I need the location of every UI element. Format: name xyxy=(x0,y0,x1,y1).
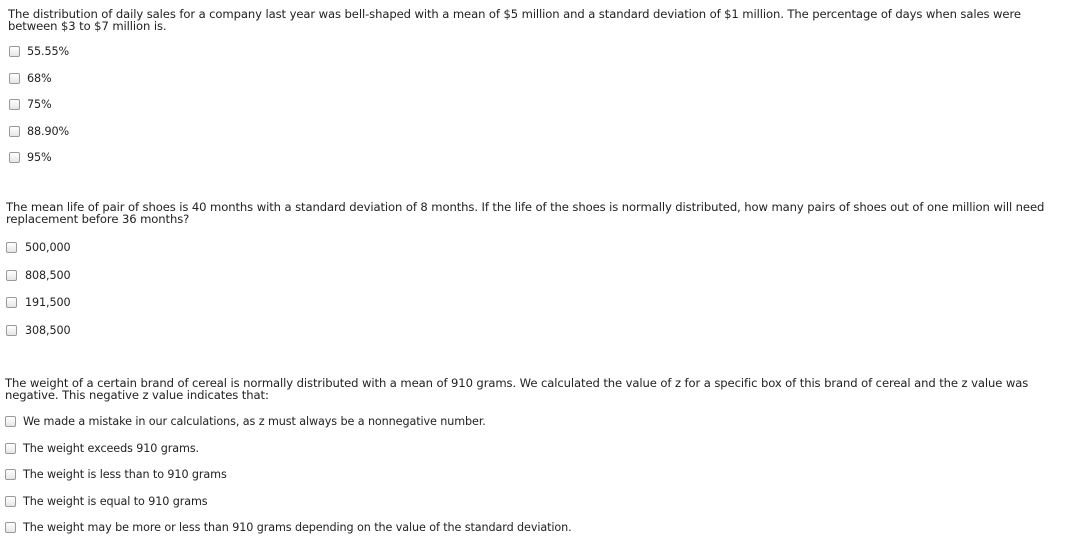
question-2 xyxy=(0,202,1071,225)
checkbox[interactable] xyxy=(5,469,16,480)
checkbox[interactable] xyxy=(9,152,20,163)
checkbox[interactable] xyxy=(5,522,16,533)
checkbox[interactable] xyxy=(9,126,20,137)
option-label: 308,500 xyxy=(25,323,71,337)
checkbox[interactable] xyxy=(9,46,20,57)
option-label: 95% xyxy=(27,150,52,164)
question-1 xyxy=(0,9,1071,32)
question-2-prompt: The mean life of pair of shoes is 40 months with a standard deviation of 8 months. If the life of the shoes is normally distributed, how many pairs of shoes out of one million will need replacement before 36 months? xyxy=(6,200,1045,226)
option-label: 68% xyxy=(27,71,52,85)
question-3-option-5[interactable] xyxy=(5,520,572,534)
option-label: The weight may be more or less than 910 grams depending on the value of the standard deviation. xyxy=(23,520,572,534)
checkbox[interactable] xyxy=(6,242,17,253)
question-2-option-4[interactable] xyxy=(6,323,71,337)
question-3 xyxy=(0,378,1071,401)
question-3-option-3[interactable] xyxy=(5,467,227,481)
question-3-option-1[interactable] xyxy=(5,414,486,428)
checkbox[interactable] xyxy=(5,496,16,507)
option-label: 808,500 xyxy=(25,268,71,282)
checkbox[interactable] xyxy=(9,99,20,110)
question-1-option-1[interactable] xyxy=(9,44,69,58)
question-1-option-5[interactable] xyxy=(9,150,52,164)
question-1-option-3[interactable] xyxy=(9,97,52,111)
question-3-option-4[interactable] xyxy=(5,494,208,508)
question-3-option-2[interactable] xyxy=(5,441,199,455)
option-label: 88.90% xyxy=(27,124,70,138)
option-label: 500,000 xyxy=(25,240,71,254)
checkbox[interactable] xyxy=(5,416,16,427)
option-label: The weight is equal to 910 grams xyxy=(23,494,208,508)
option-label: 191,500 xyxy=(25,295,71,309)
checkbox[interactable] xyxy=(6,325,17,336)
checkbox[interactable] xyxy=(6,297,17,308)
option-label: 55.55% xyxy=(27,44,70,58)
option-label: The weight is less than to 910 grams xyxy=(23,467,227,481)
question-2-option-2[interactable] xyxy=(6,268,71,282)
question-1-option-2[interactable] xyxy=(9,71,52,85)
option-label: 75% xyxy=(27,97,52,111)
option-label: We made a mistake in our calculations, as z must always be a nonnegative number. xyxy=(23,414,486,428)
question-2-option-3[interactable] xyxy=(6,295,71,309)
option-label: The weight exceeds 910 grams. xyxy=(23,441,200,455)
checkbox[interactable] xyxy=(9,73,20,84)
question-1-prompt: The distribution of daily sales for a company last year was bell-shaped with a mean of $5 million and a standard deviation of $1 million. The percentage of days when sales were between $3 to $7 million is. xyxy=(8,7,1021,33)
checkbox[interactable] xyxy=(6,270,17,281)
question-1-option-4[interactable] xyxy=(9,124,69,138)
question-3-prompt: The weight of a certain brand of cereal is normally distributed with a mean of 910 grams. We calculated the value of z for a specific box of this brand of cereal and the z value was negative. This negative z value indicates that: xyxy=(5,376,1029,402)
question-2-option-1[interactable] xyxy=(6,240,71,254)
checkbox[interactable] xyxy=(5,443,16,454)
